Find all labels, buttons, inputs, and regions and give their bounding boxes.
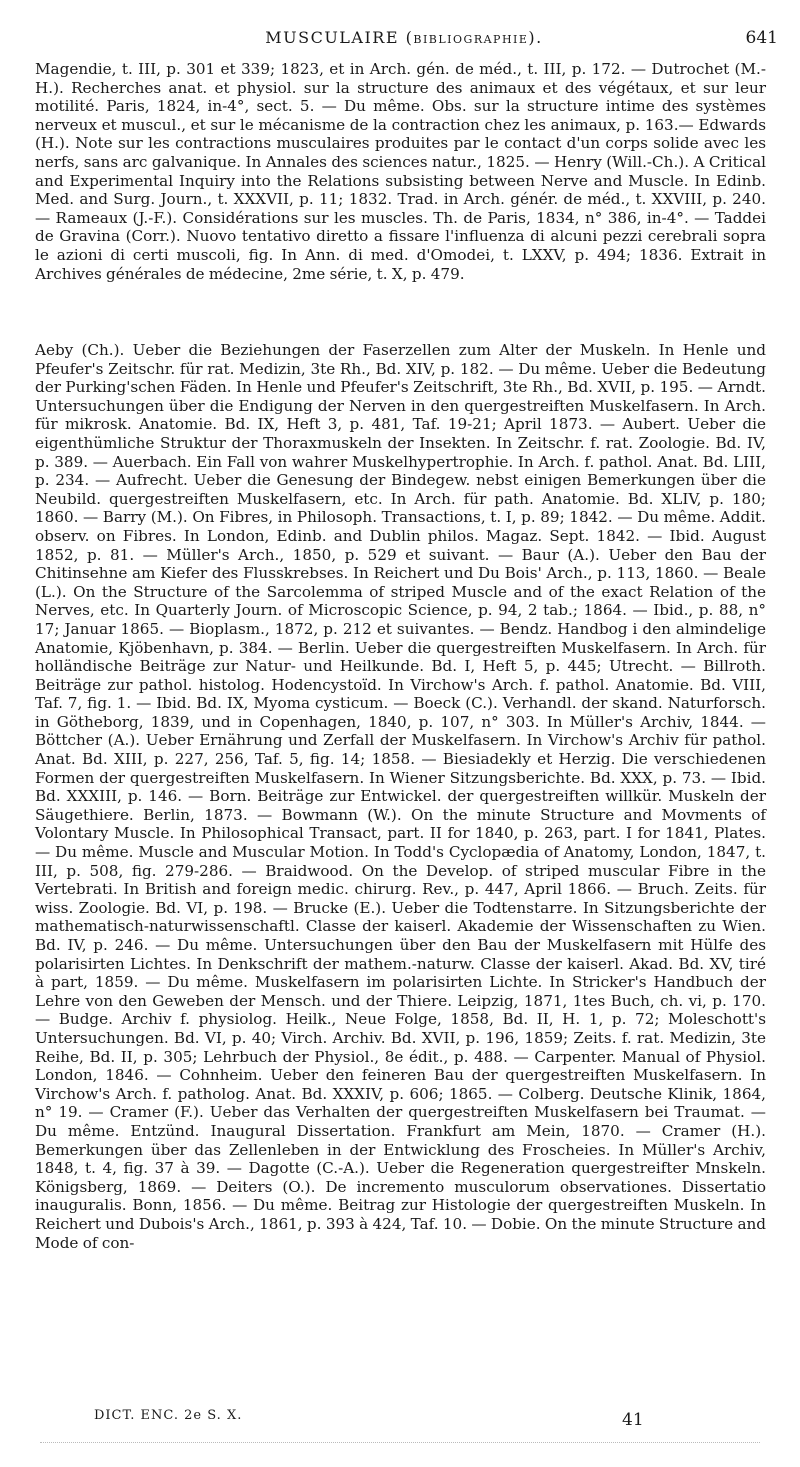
signature-mark: DICT. ENC. 2e S. X. [94,1408,243,1423]
running-title-end: ). [528,28,543,47]
running-title-main: MUSCULAIRE ( [265,28,414,47]
running-title-section: BIBLIOGRAPHIE [413,33,529,46]
running-title [30,28,778,47]
bottom-dotted-rule [40,1442,760,1443]
page-header [30,28,778,52]
page-number: 641 [745,28,778,48]
sheet-number: 41 [622,1410,644,1430]
bibliography-paragraph-2: Aeby (Ch.). Ueber die Beziehungen der Faserzellen zum Alter der Muskeln. In Henle und Pfeufer's Zeitschr. für rat. Medizin, 3te Rh., Bd. XIV, p. 182. — Du même. Ueber die Bedeutung der Purking'schen Fäden. In Henle und Pfeufer's Zeitschrift, 3te Rh., Bd. XVII, p. 195. — Arndt. Untersuchungen über die Endigung der Nerven in den quergestreiften Muskelfasern. In Arch. für mikrosk. Anatomie. Bd. IX, Heft 3, p. 481, Taf. 19-21; April 1873. — Aubert. Ueber die eigenthümliche Struktur der Thoraxmuskeln der Insekten. In Zeitschr. f. rat. Zoologie. Bd. IV, p. 389. — Auerbach. Ein Fall von wahrer Muskelhypertrophie. In Arch. f. pathol. Anat. Bd. LIII, p. 234. — Aufrecht. Ueber die Genesung der Bindegew. nebst einigen Bemerkungen über die Neubild. quergestreiften Muskelfasern, etc. In Arch. für path. Anatomie. Bd. XLIV, p. 180; 1860. — Barry (M.). On Fibres, in Philosoph. Transactions, t. I, p. 89; 1842. — Du même. Addit. observ. on Fibres. In London, Edinb. and Dublin philos. Magaz. Sept. 1842. — Ibid. August 1852, p. 81. — Müller's Arch., 1850, p. 529 et suivant. — Baur (A.). Ueber den Bau der Chitinsehne am Kiefer des Flusskrebses. In Reichert und Du Bois' Arch., p. 113, 1860. — Beale (L.). On the Structure of the Sarcolemma of striped Muscle and of the exact Relation of the Nerves, etc. In Quarterly Journ. of Microscopic Science, p. 94, 2 tab.; 1864. — Ibid., p. 88, n° 17; Januar 1865. — Bioplasm., 1872, p. 212 et suivantes. — Bendz. Handbog i den almindelige Anatomie, Kjöbenhavn, p. 384. — Berlin. Ueber die quergestreiften Muskelfasern. In Arch. für holländische Beiträge zur Natur- und Heilkunde. Bd. I, Heft 5, p. 445; Utrecht. — Billroth. Beiträge zur pathol. histolog. Hodencystoïd. In Virchow's Arch. f. pathol. Anatomie. Bd. VIII, Taf. 7, fig. 1. — Ibid. Bd. IX, Myoma cysticum. — Boeck (C.). Verhandl. der skand. Naturforsch. in Götheborg, 1839, und in Copenhagen, 1840, p. 107, n° 303. In Müller's Archiv, 1844. — Böttcher (A.). Ueber Ernährung und Zerfall der Muskelfasern. In Virchow's Archiv für pathol. Anat. Bd. XIII, p. 227, 256, Taf. 5, fig. 14; 1858. — Biesiadekly et Herzig. Die verschiedenen Formen der quergestreiften Muskelfasern. In Wiener Sitzungsberichte. Bd. XXX, p. 73. — Ibid. Bd. XXXIII, p. 146. — Born. Beiträge zur Entwickel. der quergestreiften willkür. Muskeln der Säugethiere. Berlin, 1873. — Bowmann (W.). On the minute Structure and Movments of Volontary Muscle. In Philosophical Transact, part. II for 1840, p. 263, part. I for 1841, Plates. — Du même. Muscle and Muscular Motion. In Todd's Cyclopædia of Anatomy, London, 1847, t. III, p. 508, fig. 279-286. — Braidwood. On the Develop. of striped muscular Fibre in the Vertebrati. In British and foreign medic. chirurg. Rev., p. 447, April 1866. — Bruch. Zeits. für wiss. Zoologie. Bd. VI, p. 198. — Brucke (E.). Ueber die Todtenstarre. In Sitzungsberichte der mathematisch-naturwissenschaftl. Classe der kaiserl. Akademie der Wissenschaften zu Wien. Bd. IV, p. 246. — Du même. Untersuchungen über den Bau der Muskelfasern mit Hülfe des polarisirten Lichtes. In Denkschrift der mathem.-naturw. Classe der kaiserl. Akad. Bd. XV, tiré à part, 1859. — Du même. Muskelfasern im polarisirten Lichte. In Stricker's Handbuch der Lehre von den Geweben der Mensch. und der Thiere. Leipzig, 1871, 1tes Buch, ch. vi, p. 170. — Budge. Archiv f. physiolog. Heilk., Neue Folge, 1858, Bd. II, H. 1, p. 72; Moleschott's Untersuchungen. Bd. VI, p. 40; Virch. Archiv. Bd. XVII, p. 196, 1859; Zeits. f. rat. Medizin, 3te Reihe, Bd. II, p. 305; Lehrbuch der Physiol., 8e édit., p. 488. — Carpenter. Manual of Physiol. London, 1846. — Cohnheim. Ueber den feineren Bau der quergestreiften Muskelfasern. In Virchow's Arch. f. patholog. Anat. Bd. XXXIV, p. 606; 1865. — Colberg. Deutsche Klinik, 1864, n° 19. — Cramer (F.). Ueber das Verhalten der quergestreiften Muskelfasern bei Traumat. — Du même. Entzünd. Inaugural Dissertation. Frankfurt am Mein, 1870. — Cramer (H.). Bemerkungen über das Zellenleben in der Entwicklung des Froscheies. In Müller's Archiv, 1848, t. 4, fig. 37 à 39. — Dagotte (C.-A.). Ueber die Regeneration quergestreifter Mnskeln. Königsberg, 1869. — Deiters (O.). De incremento musculorum observationes. Dissertatio inauguralis. Bonn, 1856. — Du même. Beitrag zur Histologie der quergestreiften Muskeln. In Reichert und Dubois's Arch., 1861, p. 393 à 424, Taf. 10. — Dobie. On the minute Structure and Mode of con- [35,341,767,1252]
page-footer [94,1408,740,1438]
bibliography-paragraph-1: Magendie, t. III, p. 301 et 339; 1823, et in Arch. gén. de méd., t. III, p. 172. — Dutrochet (M.-H.). Recherches anat. et physiol. sur la structure des animaux et des végétaux, et sur leur motilité. Paris, 1824, in-4°, sect. 5. — Du même. Obs. sur la structure intime des systèmes nerveux et muscul., et sur le mécanisme de la contraction chez les animaux, p. 163.— Edwards (H.). Note sur les contractions musculaires produites par le contact d'un corps solide avec les nerfs, sans arc galvanique. In Annales des sciences natur., 1825. — Henry (Will.-Ch.). A Critical and Experimental Inquiry into the Relations subsisting between Nerve and Muscle. In Edinb. Med. and Surg. Journ., t. XXXVII, p. 11; 1832. Trad. in Arch. génér. de méd., t. XXVIII, p. 240. — Rameaux (J.-F.). Considérations sur les muscles. Th. de Paris, 1834, n° 386, in-4°. — Taddei de Gravina (Corr.). Nuovo tentativo diretto a fissare l'influenza di alcuni pezzi cerebrali sopra le azioni di certi muscoli, fig. In Ann. di med. d'Omodei, t. LXXV, p. 494; 1836. Extrait in Archives générales de médecine, 2me série, t. X, p. 479. [35,60,766,283]
